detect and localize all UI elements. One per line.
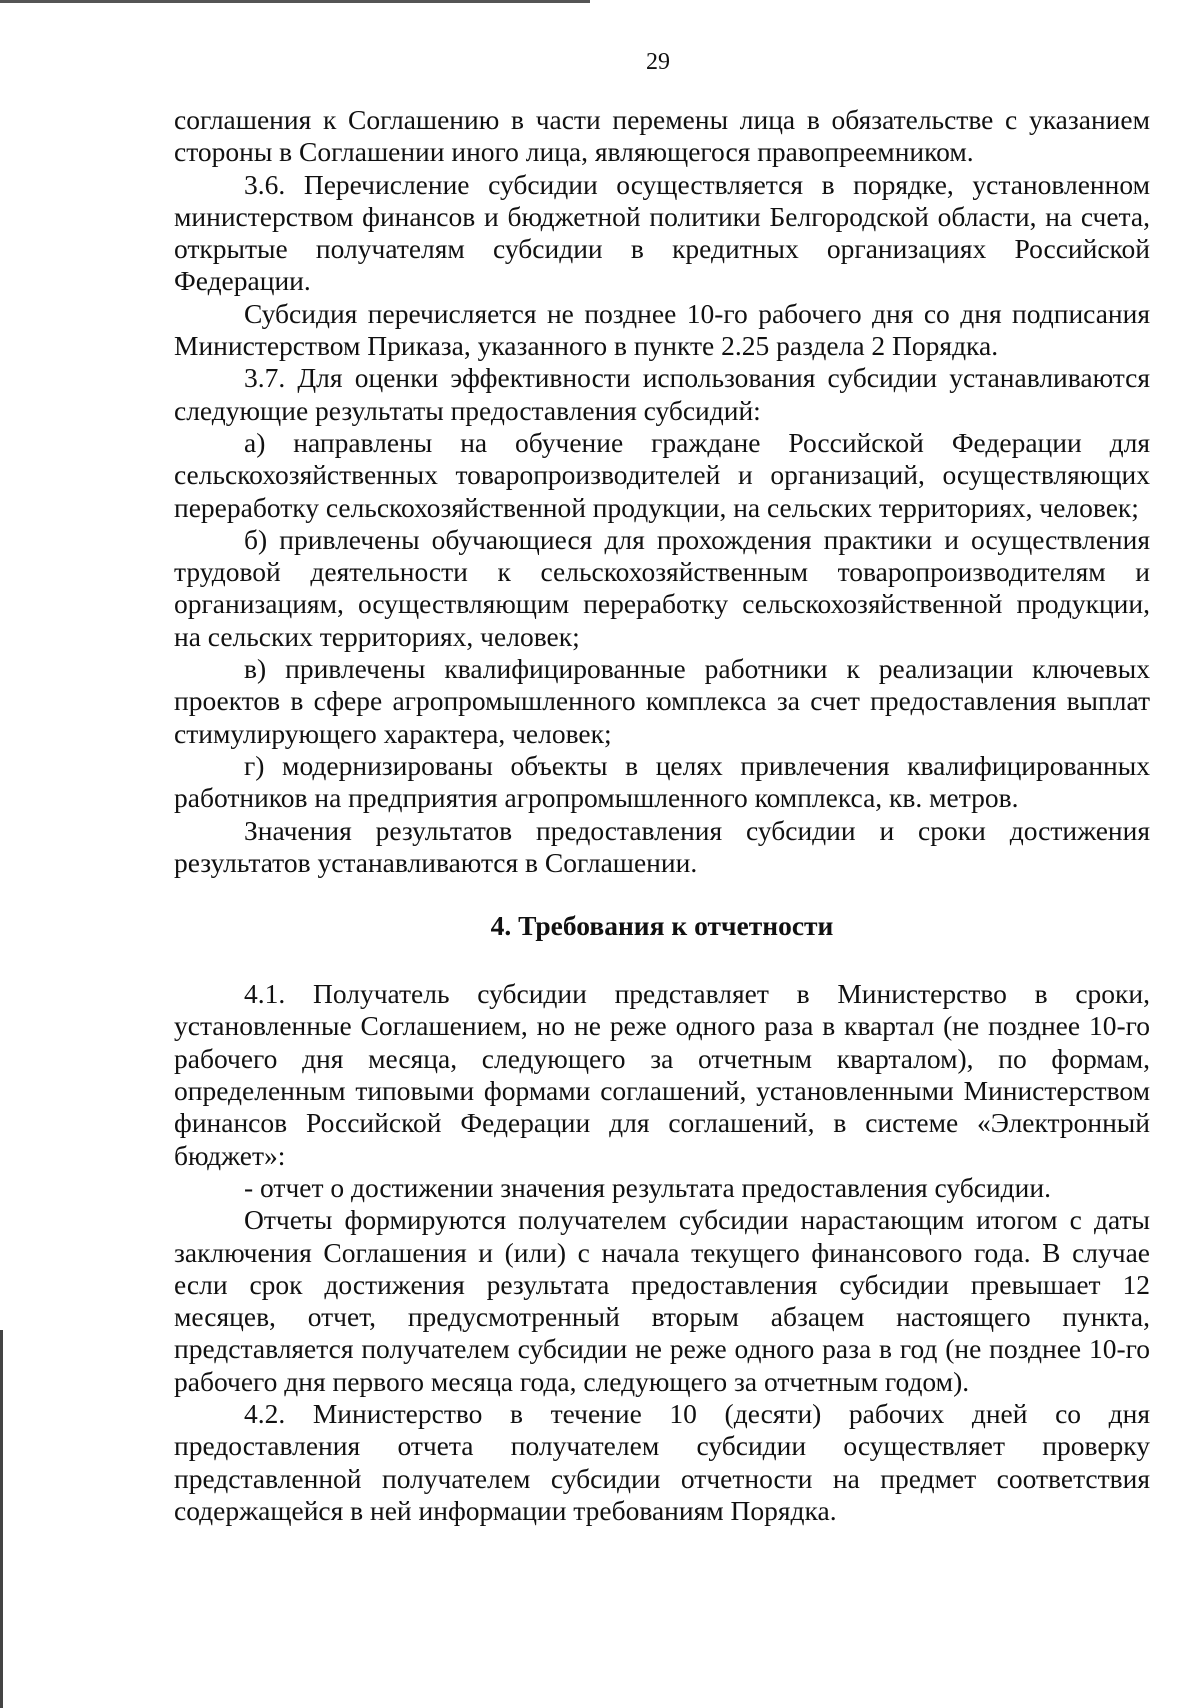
scan-edge-top (0, 0, 590, 3)
list-item-v: в) привлечены квалифицированные работники к реализации ключевых проектов в сфере агропромышленного комплекса за счет предоставления выплат стимулирующего характера, человек; (174, 653, 1150, 749)
paragraph-subsidy-transfer: Субсидия перечисляется не позднее 10-го рабочего дня со дня подписания Министерством Приказа, указанного в пункте 2.25 раздела 2 Порядка. (174, 297, 1150, 362)
paragraph-3-6: 3.6. Перечисление субсидии осуществляется в порядке, установленном министерством финансов и бюджетной политики Белгородской области, на счета, открытые получателям субсидии в кредитных организациях Российской Федерации. (174, 168, 1150, 297)
scan-edge-left (0, 1330, 3, 1708)
paragraph-4-2: 4.2. Министерство в течение 10 (десяти) рабочих дней со дня предоставления отчета получателем субсидии осуществляет проверку представленной получателем субсидии отчетности на предмет соответствия содержащейся в ней информации требованиям Порядка. (174, 1397, 1150, 1526)
paragraph-3-7: 3.7. Для оценки эффективности использования субсидии устанавливаются следующие результаты предоставления субсидий: (174, 362, 1150, 426)
list-item-a: а) направлены на обучение граждане Российской Федерации для сельскохозяйственных товаропроизводителей и организаций, осуществляющих переработку сельскохозяйственной продукции, на сельских территориях, человек; (174, 426, 1150, 523)
page-number: 29 (646, 49, 670, 75)
list-item-g: г) модернизированы объекты в целях привлечения квалифицированных работников на предприятия агропромышленного комплекса, кв. метров. (174, 749, 1150, 814)
paragraph-continuation: соглашения к Соглашению в части перемены лица в обязательстве с указанием стороны в Соглашении иного лица, являющегося правопреемником. (174, 104, 1150, 168)
paragraph-4-1: 4.1. Получатель субсидии представляет в Министерство в сроки, установленные Соглашением, но не реже одного раза в квартал (не позднее 10-го рабочего дня месяца, следующего за отчетным кварталом), по формам, определенным типовыми формами соглашений, установленными Министерством финансов Российской Федерации для соглашений, в системе «Электронный бюджет»: (174, 978, 1150, 1171)
paragraph-reports-formed: Отчеты формируются получателем субсидии нарастающим итогом с даты заключения Соглашения и (или) с начала текущего финансового года. В случае если срок достижения результата предоставления субсидии превышает 12 месяцев, отчет, предусмотренный вторым абзацем настоящего пункта, представляется получателем субсидии не реже одного раза в год (не позднее 10-го рабочего дня первого месяца года, следующего за отчетным годом). (174, 1204, 1150, 1397)
list-item-report: - отчет о достижении значения результата предоставления субсидии. (244, 1171, 1051, 1203)
paragraph-result-values: Значения результатов предоставления субсидии и сроки достижения результатов устанавливаются в Соглашении. (174, 814, 1150, 878)
section-heading: 4. Требования к отчетности (490, 910, 834, 942)
document-body (174, 104, 1150, 1527)
list-item-b: б) привлечены обучающиеся для прохождения практики и осуществления трудовой деятельности к сельскохозяйственным товаропроизводителям и организациям, осуществляющим переработку сельскохозяйственной продукции, на сельских территориях, человек; (174, 523, 1150, 652)
